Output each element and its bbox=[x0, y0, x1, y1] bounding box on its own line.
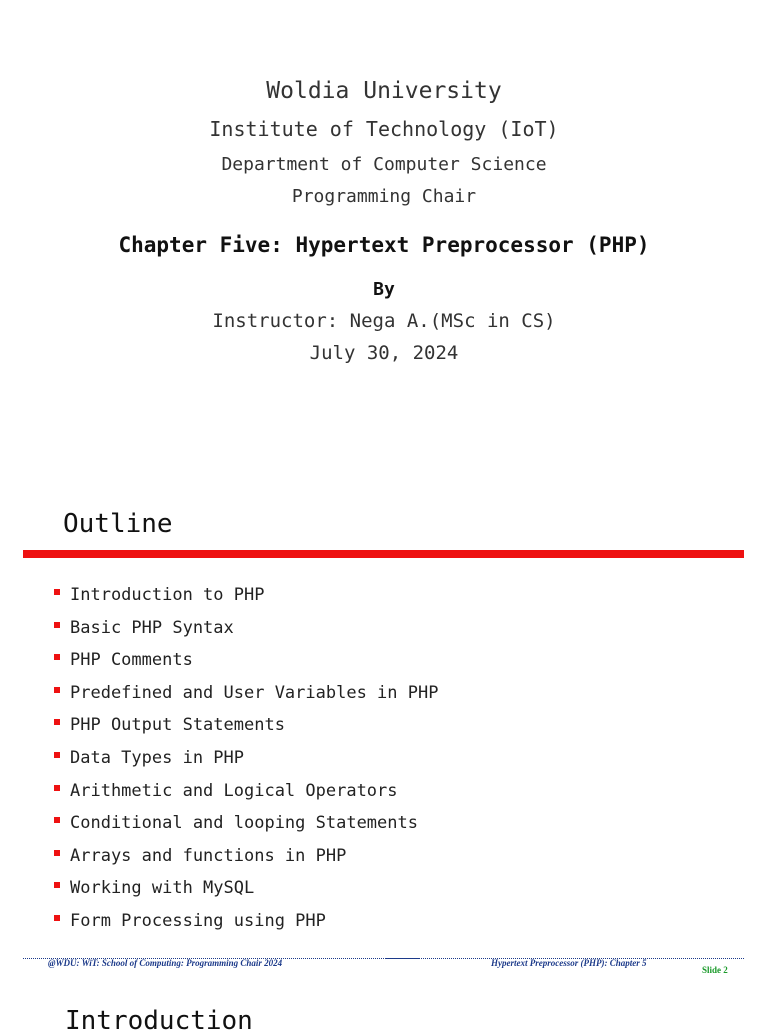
outline-item-text: Basic PHP Syntax bbox=[70, 617, 234, 638]
outline-item-text: Arrays and functions in PHP bbox=[70, 845, 347, 866]
bullet-icon bbox=[54, 719, 60, 725]
bullet-icon bbox=[54, 654, 60, 660]
institute-name: Institute of Technology (IoT) bbox=[209, 117, 559, 141]
bullet-icon bbox=[54, 622, 60, 628]
outline-item-text: PHP Comments bbox=[70, 650, 193, 671]
outline-item-text: Introduction to PHP bbox=[70, 585, 265, 605]
outline-item-text: Form Processing using PHP bbox=[70, 910, 326, 931]
title-slide bbox=[0, 0, 768, 470]
department-name: Department of Computer Science bbox=[221, 154, 547, 175]
outline-item-text: Working with MySQL bbox=[70, 878, 255, 899]
by-label: By bbox=[373, 279, 395, 300]
bullet-icon bbox=[54, 589, 60, 595]
bullet-icon bbox=[54, 882, 60, 888]
outline-item-text: PHP Output Statements bbox=[70, 715, 285, 736]
outline-title: Outline bbox=[63, 509, 173, 539]
next-slide-title: Introduction bbox=[65, 1006, 253, 1036]
footer-institution: @WDU: WiT: School of Computing: Programming Chair 2024 bbox=[48, 958, 283, 968]
chapter-title: Chapter Five: Hypertext Preprocessor (PHP) bbox=[118, 233, 650, 257]
instructor-name: Instructor: Nega A.(MSc in CS) bbox=[212, 310, 556, 332]
footer-divider-accent bbox=[385, 958, 420, 959]
title-divider bbox=[23, 550, 744, 558]
bullet-icon bbox=[54, 687, 60, 693]
bullet-icon bbox=[54, 785, 60, 791]
chair-name: Programming Chair bbox=[291, 186, 477, 207]
bullet-icon bbox=[54, 915, 60, 921]
footer-chapter: Hypertext Preprocessor (PHP): Chapter 5 bbox=[491, 958, 647, 968]
bullet-icon bbox=[54, 752, 60, 758]
outline-item-text: Arithmetic and Logical Operators bbox=[70, 780, 398, 801]
slide-number: Slide 2 bbox=[702, 965, 728, 975]
bullet-icon bbox=[54, 817, 60, 823]
outline-item-text: Data Types in PHP bbox=[70, 747, 244, 768]
university-name: Woldia University bbox=[266, 78, 502, 104]
bullet-icon bbox=[54, 850, 60, 856]
outline-item-text: Conditional and looping Statements bbox=[70, 813, 418, 834]
outline-item-text: Predefined and User Variables in PHP bbox=[70, 682, 439, 703]
presentation-date: July 30, 2024 bbox=[309, 342, 459, 364]
